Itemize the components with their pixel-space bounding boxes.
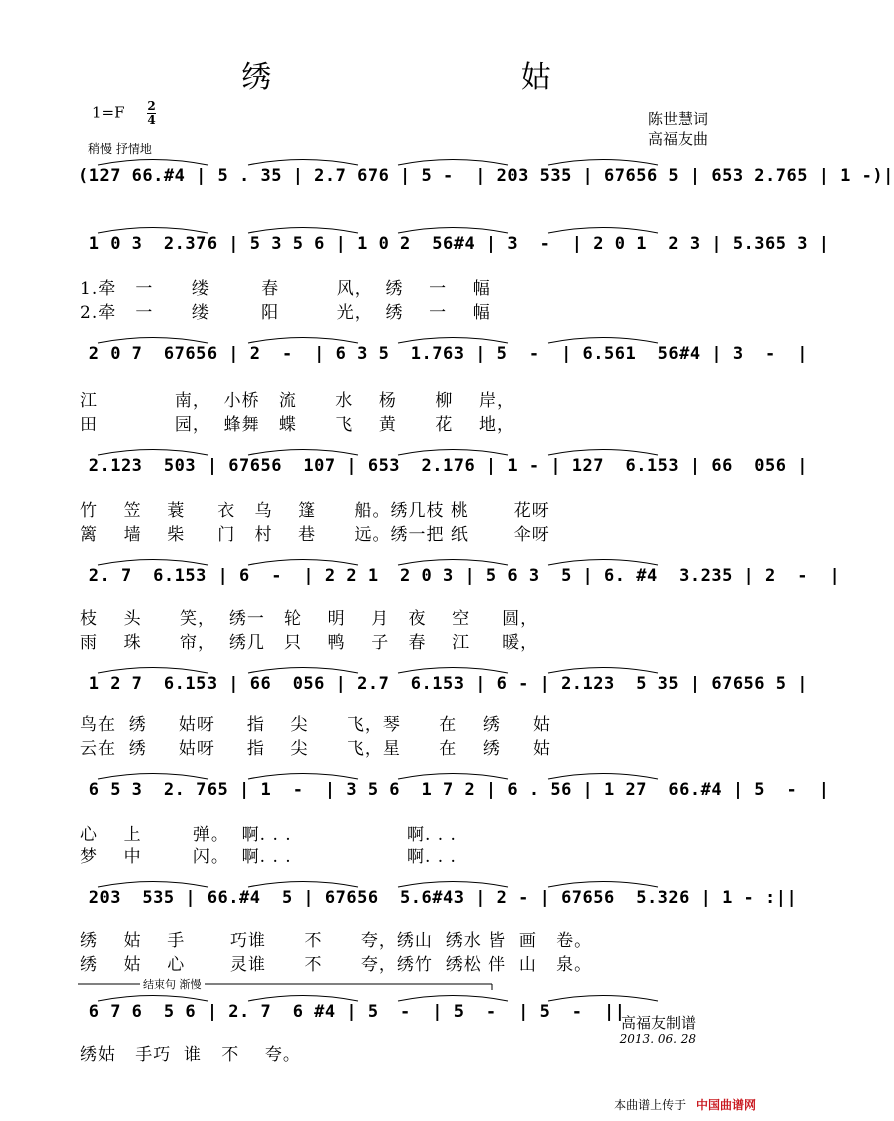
time-numerator: 2 <box>147 99 156 113</box>
notation-line: 1 0 3 2.376 | 5 3 5 6 | 1 0 2 56#4 | 3 - | 2 0 1 2 3 | 5.365 3 | <box>78 234 830 254</box>
slur-arc <box>398 338 508 344</box>
slur-marks <box>78 156 718 166</box>
slur-arc <box>398 774 508 780</box>
slur-arc <box>398 450 508 456</box>
lyric-line: 云在 绣 姑呀 指 尖 飞，星 在 绣 姑 <box>80 739 551 759</box>
transcription-date: 2013. 06. 28 <box>619 1032 696 1046</box>
slur-arc <box>98 228 208 234</box>
slur-arc <box>98 668 208 674</box>
slur-arc <box>98 996 208 1002</box>
score-row-3 <box>78 338 808 380</box>
slur-arc <box>248 996 358 1002</box>
slur-arc <box>98 450 208 456</box>
score-row-8 <box>78 882 798 924</box>
lyric-line: 绣 姑 心 灵谁 不 夸，绣竹 绣松 伴 山 泉。 <box>80 955 593 975</box>
lyric-line: 篱 墙 柴 门 村 巷 远。绣一把 纸 伞呀 <box>80 525 550 545</box>
notation-line: 2. 7 6.153 | 6 - | 2 2 1 2 0 3 | 5 6 3 5 | 6. #4 3.235 | 2 - | <box>78 566 841 586</box>
slur-arc <box>548 560 658 566</box>
transcriber-signature: 高福友制谱 <box>620 1014 696 1032</box>
lyric-line: 鸟在 绣 姑呀 指 尖 飞，琴 在 绣 姑 <box>80 715 551 735</box>
notation-line: 6 7 6 5 6 | 2. 7 6 #4 | 5 - | 5 - | 5 - || <box>78 1002 626 1022</box>
song-title: 绣 姑 <box>241 60 671 95</box>
slur-arc <box>548 668 658 674</box>
lyricist-credit: 陈世慧词 <box>647 110 708 128</box>
lyric-line: 江 南， 小桥 流 水 杨 柳 岸， <box>80 391 515 411</box>
score-row-1 <box>78 160 894 202</box>
score-row-2 <box>78 228 830 270</box>
composer-credit: 高福友曲 <box>647 130 708 148</box>
slur-arc <box>98 338 208 344</box>
slur-marks <box>78 334 718 344</box>
notation-line: 2.123 503 | 67656 107 | 653 2.176 | 1 - | 127 6.153 | 66 056 | <box>78 456 808 476</box>
lyric-line: 绣姑 手巧 谁 不 夸。 <box>80 1045 301 1065</box>
time-denominator: 4 <box>147 113 156 127</box>
slur-arc <box>548 450 658 456</box>
slur-arc <box>548 338 658 344</box>
slur-marks <box>78 224 718 234</box>
upload-text: 本曲谱上传于 <box>614 1098 687 1112</box>
slur-arc <box>248 228 358 234</box>
slur-arc <box>248 668 358 674</box>
lyric-line: 枝 头 笑， 绣一 轮 明 月 夜 空 圆， <box>80 609 539 629</box>
lyric-line: 心 上 弹。 啊. . . 啊. . . <box>80 825 457 845</box>
lyric-line: 梦 中 闪。 啊. . . 啊. . . <box>80 847 457 867</box>
notation-line: 1 2 7 6.153 | 66 056 | 2.7 6.153 | 6 - | 2.123 5 35 | 67656 5 | <box>78 674 808 694</box>
lyric-line: 田 园， 蜂舞 蝶 飞 黄 花 地， <box>80 415 515 435</box>
slur-arc <box>98 882 208 888</box>
time-signature <box>147 100 155 127</box>
key-label: 1=F <box>92 103 125 122</box>
lyric-line: 竹 笠 蓑 衣 乌 篷 船。绣几枝 桃 花呀 <box>80 501 550 521</box>
slur-arc <box>548 228 658 234</box>
notation-line: 6 5 3 2. 765 | 1 - | 3 5 6 1 7 2 | 6 . 56 | 1 27 66.#4 | 5 - | <box>78 780 830 800</box>
score-row-4 <box>78 450 808 492</box>
lyric-line: 绣 姑 手 巧谁 不 夸，绣山 绣水 皆 画 卷。 <box>80 931 593 951</box>
slur-arc <box>548 996 658 1002</box>
slur-arc <box>398 228 508 234</box>
slur-arc <box>248 560 358 566</box>
notation-line: 2 0 7 67656 | 2 - | 6 3 5 1.763 | 5 - | 6.561 56#4 | 3 - | <box>78 344 808 364</box>
lyric-line: 1.牵 一 缕 春 风， 绣 一 幅 <box>80 279 491 299</box>
slur-arc <box>248 160 358 166</box>
score-row-7 <box>78 774 830 816</box>
tempo-marking: 稍慢 抒情地 <box>88 142 152 156</box>
slur-arc <box>398 160 508 166</box>
slur-arc <box>398 996 508 1002</box>
slur-arc <box>548 774 658 780</box>
key-signature <box>92 100 156 127</box>
slur-arc <box>398 668 508 674</box>
coda-label: 结束句 渐慢 <box>140 976 205 992</box>
slur-marks <box>78 992 718 1002</box>
lyric-line: 2.牵 一 缕 阳 光， 绣 一 幅 <box>80 303 491 323</box>
lyric-line: 雨 珠 帘， 绣几 只 鸭 子 春 江 暖， <box>80 633 539 653</box>
slur-arc <box>398 560 508 566</box>
slur-marks <box>78 556 718 566</box>
slur-arc <box>548 882 658 888</box>
slur-arc <box>248 338 358 344</box>
slur-arc <box>548 160 658 166</box>
slur-marks <box>78 664 718 674</box>
score-row-6 <box>78 668 808 710</box>
slur-arc <box>248 774 358 780</box>
site-logo[interactable]: 中国曲谱网 <box>695 1098 756 1112</box>
slur-arc <box>248 882 358 888</box>
slur-marks <box>78 446 718 456</box>
slur-marks <box>78 878 718 888</box>
slur-arc <box>98 160 208 166</box>
slur-arc <box>398 882 508 888</box>
notation-line: 203 535 | 66.#4 5 | 67656 5.6#43 | 2 - | 67656 5.326 | 1 - :|| <box>78 888 798 908</box>
slur-arc <box>248 450 358 456</box>
footer <box>614 1096 756 1113</box>
slur-marks <box>78 770 718 780</box>
slur-arc <box>98 560 208 566</box>
score-row-5 <box>78 560 841 602</box>
slur-arc <box>98 774 208 780</box>
notation-line: (127 66.#4 | 5 . 35 | 2.7 676 | 5 - | 203 535 | 67656 5 | 653 2.765 | 1 -)| <box>78 166 894 186</box>
